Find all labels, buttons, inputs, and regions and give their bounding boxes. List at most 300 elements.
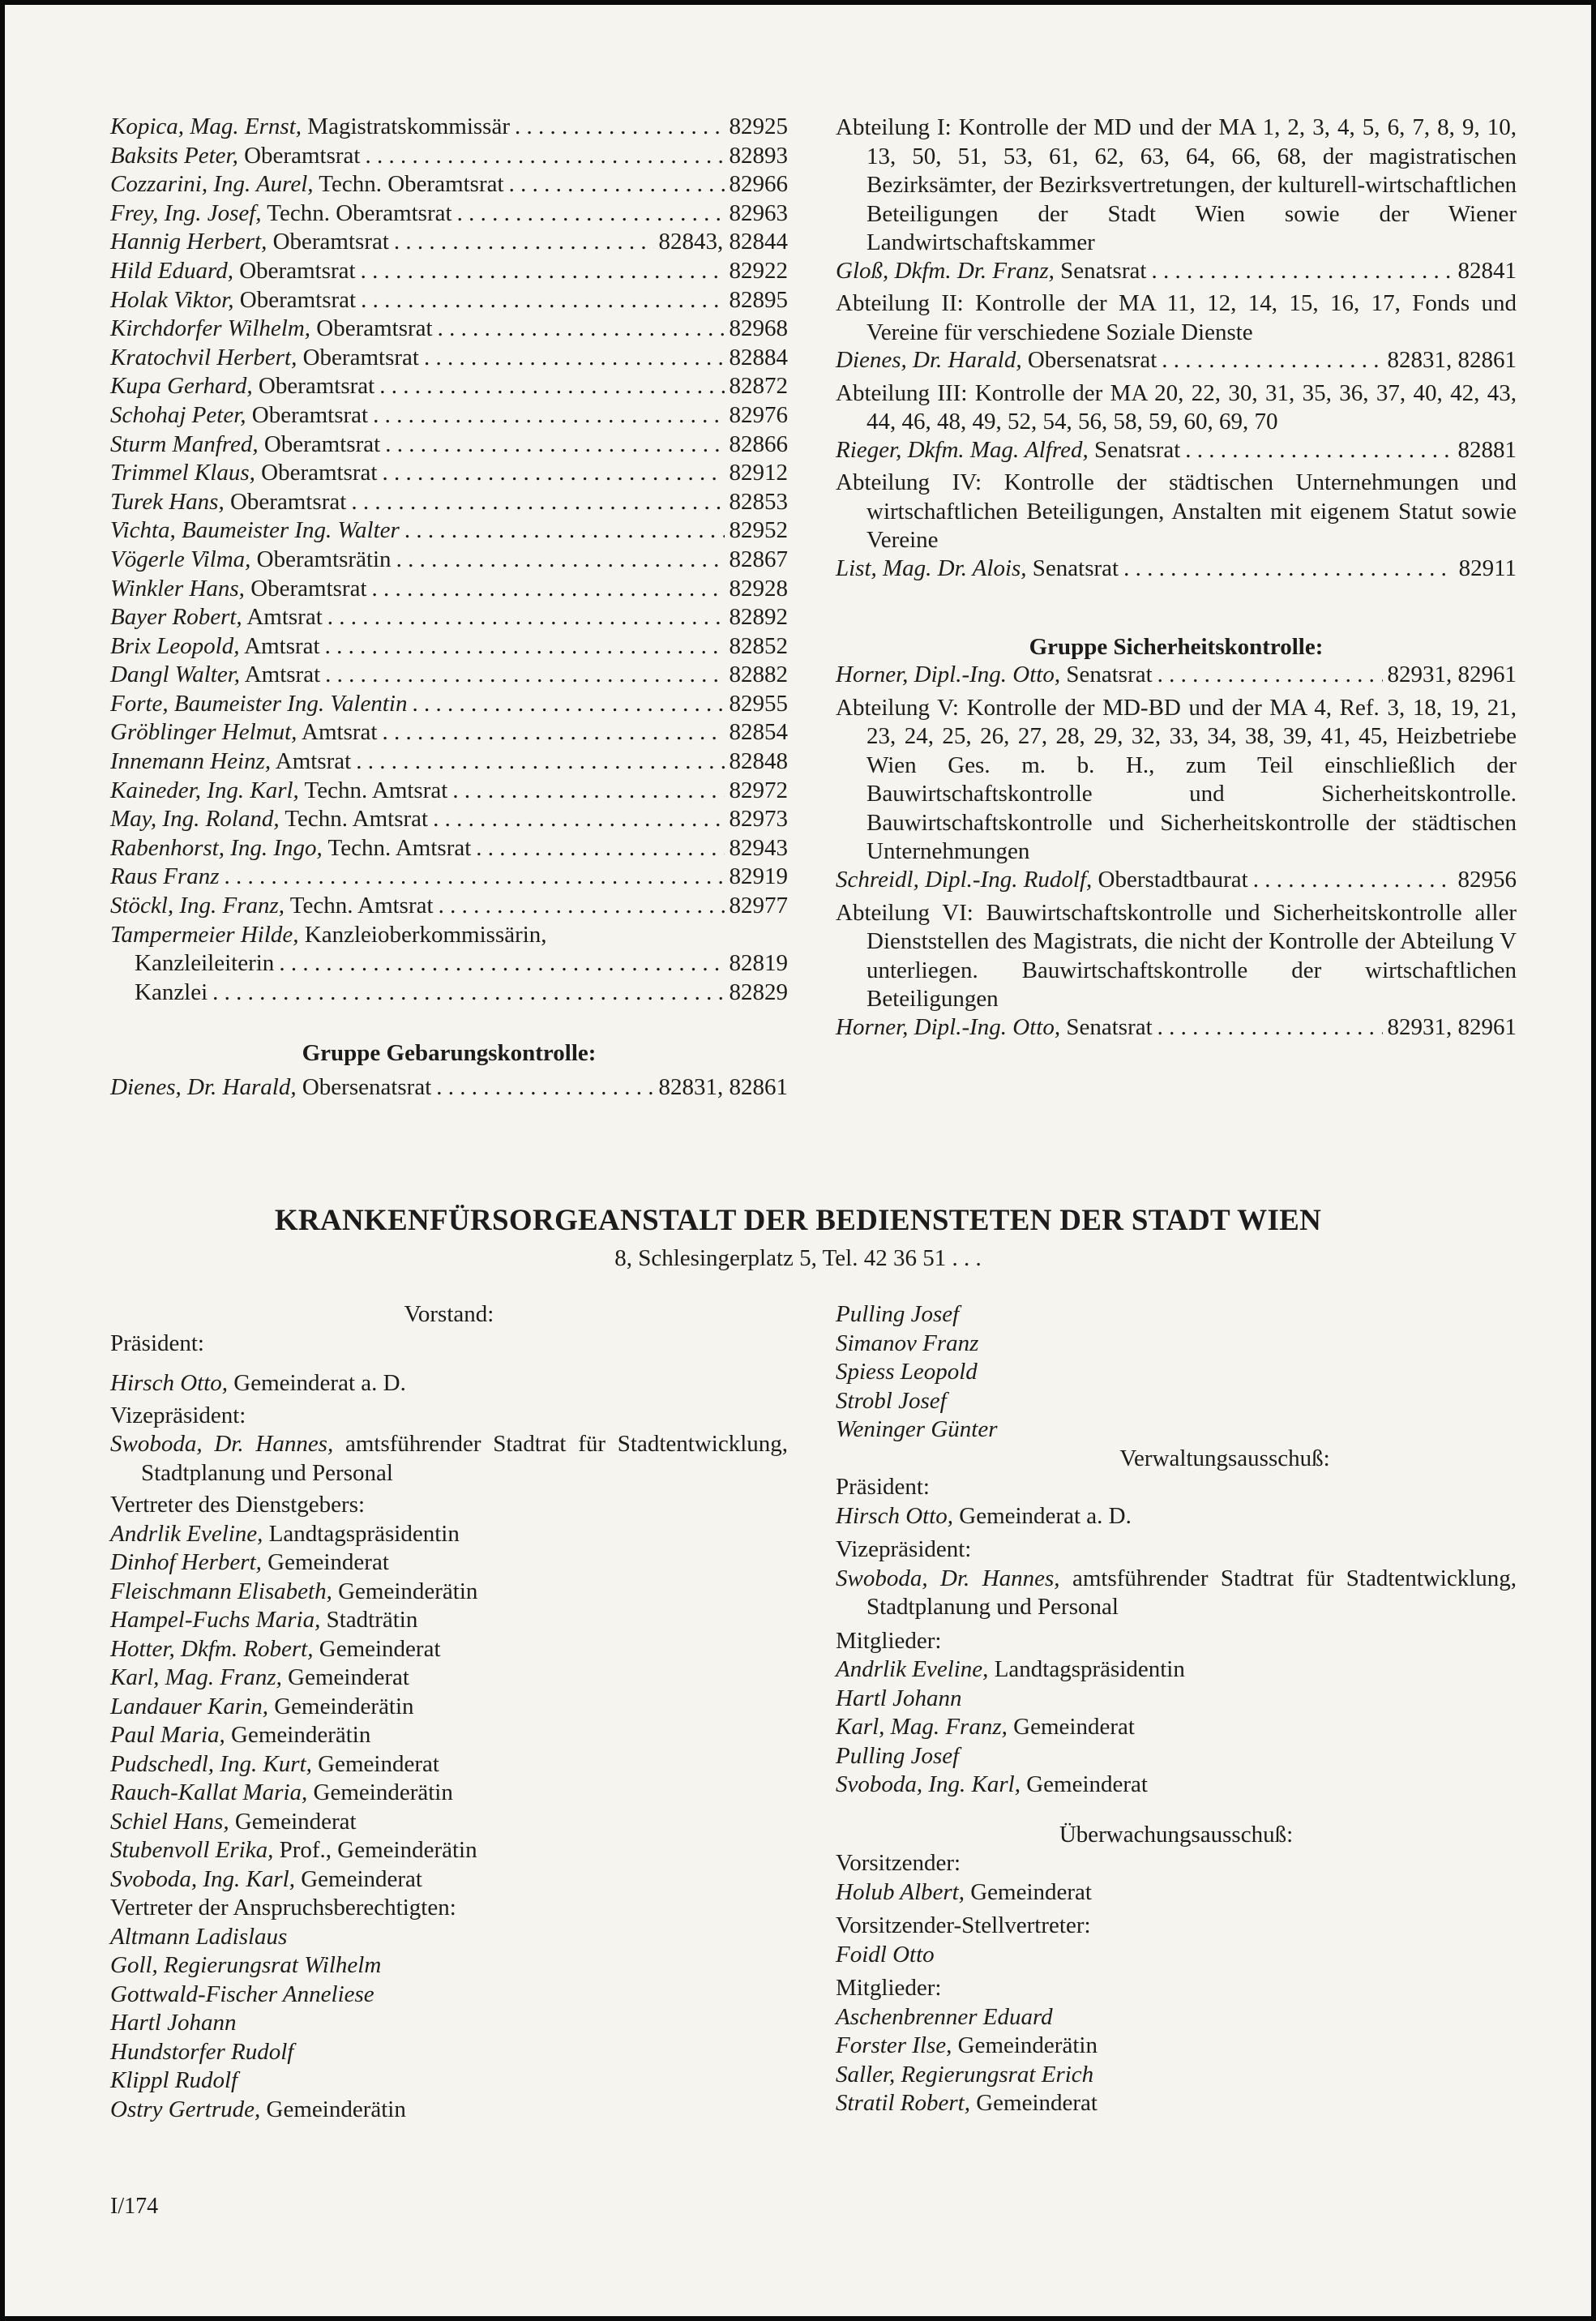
entry-name: Fleischmann Elisabeth, xyxy=(110,1578,332,1604)
kanzlei-row xyxy=(110,979,788,1008)
entry-number: 82952 xyxy=(729,517,788,544)
leader-dots xyxy=(325,662,724,688)
entry-role: Gemeinderat xyxy=(288,1664,409,1690)
entry-name: Strobl Josef xyxy=(836,1387,947,1414)
leader-dots xyxy=(351,489,724,516)
entry-number: 82972 xyxy=(729,777,788,803)
entry-name: Forte, Baumeister Ing. Valentin xyxy=(110,690,408,717)
entry-role: Senatsrat xyxy=(1066,1013,1153,1040)
entry-number: 82829 xyxy=(729,979,788,1005)
verwaltung-heading: Verwaltungsausschuß: xyxy=(1119,1445,1330,1471)
entry-name-group xyxy=(110,113,510,140)
entry-role: Gemeinderat a. D. xyxy=(233,1370,406,1396)
leader-dots xyxy=(476,835,724,862)
vorstand-heading: Vorstand: xyxy=(404,1301,494,1327)
entry-number: 82968 xyxy=(729,315,788,342)
entry-role: Senatsrat xyxy=(1093,436,1181,463)
person-entry xyxy=(110,1548,788,1578)
entry-role: Gemeinderätin xyxy=(274,1693,414,1719)
entry-role: Techn. Oberamtsrat xyxy=(267,199,452,226)
abteilung-text: Abteilung VI: Bauwirtschaftskontrolle und Sicherheitskontrolle aller Dienststellen des Magistrats, die nicht der Kontrolle der Abteilung V unterliegen. Bauwirtschaftskontrolle der wirtschaftlichen Beteiligungen xyxy=(836,899,1517,1013)
entry-number: 82853 xyxy=(729,488,788,515)
entry-number: 82884 xyxy=(729,344,788,370)
entry-name: Swoboda, Dr. Hannes, xyxy=(836,1565,1060,1591)
staff-entry xyxy=(110,691,788,720)
entry-role: Gemeinderätin xyxy=(338,1578,478,1604)
leader-dots xyxy=(438,315,725,342)
entry-number: 82843, 82844 xyxy=(658,229,788,255)
entry-role: Gemeinderat xyxy=(234,1808,357,1835)
entry-name-group xyxy=(110,835,471,862)
person-entry xyxy=(110,1578,788,1607)
entry-role: Techn. Amtsrat xyxy=(289,893,434,919)
ue-mitglieder-list xyxy=(836,2003,1517,2118)
entry-role: Oberamtsrat xyxy=(272,229,389,255)
entry-number: 82912 xyxy=(729,460,788,486)
entry-name-group xyxy=(110,893,434,919)
person-entry xyxy=(836,1771,1517,1800)
leader-dots xyxy=(509,171,725,198)
staff-entry xyxy=(110,777,788,807)
person-entry xyxy=(110,2038,788,2067)
person-entry xyxy=(110,1779,788,1808)
entry-name: Forster Ilse, xyxy=(836,2032,952,2058)
person-entry xyxy=(110,1981,788,2010)
entry-name: Hirsch Otto, xyxy=(110,1370,228,1396)
entry-role: Amtsrat xyxy=(244,632,320,659)
entry-name: Hartl Johann xyxy=(836,1685,962,1711)
entry-name: Karl, Mag. Franz, xyxy=(836,1714,1008,1740)
entry-name: Andrlik Eveline, xyxy=(110,1520,263,1547)
staff-entry xyxy=(110,113,788,143)
vw-praesident-label: Präsident: xyxy=(836,1474,930,1500)
entry-number: 82831, 82861 xyxy=(658,1074,788,1101)
leader-dots xyxy=(356,748,724,775)
entry-name-group xyxy=(110,719,377,746)
entry-name-group xyxy=(110,171,504,198)
entry-number: 82973 xyxy=(729,806,788,833)
entry-number: 82963 xyxy=(729,199,788,226)
entry-role: Senatsrat xyxy=(1060,257,1147,284)
staff-entry xyxy=(110,200,788,229)
person-entry xyxy=(110,2009,788,2038)
entry-number: 82966 xyxy=(729,171,788,198)
leader-dots xyxy=(515,113,725,140)
entry-number: 82943 xyxy=(729,834,788,861)
anspruch-continued-list xyxy=(836,1300,1517,1445)
leader-dots xyxy=(439,893,725,919)
entry-number: 82919 xyxy=(729,863,788,890)
person-entry xyxy=(110,1520,788,1549)
person-entry xyxy=(110,2096,788,2125)
entry-role: Oberamtsrat xyxy=(263,430,381,457)
entry-name: Sturm Manfred, xyxy=(110,430,259,457)
person-entry xyxy=(836,1358,1517,1387)
staff-entry xyxy=(110,143,788,172)
entry-name-group xyxy=(110,229,389,255)
entry-number: 82854 xyxy=(729,719,788,746)
entry-role: Techn. Oberamtsrat xyxy=(319,171,504,198)
entry-role: Kanzleioberkommissärin, xyxy=(304,921,547,948)
entry-role: Prof., Gemeinderätin xyxy=(279,1837,477,1863)
entry-name-group xyxy=(110,287,356,314)
staff-entry xyxy=(110,633,788,662)
leader-dots xyxy=(225,863,725,890)
right-bottom-column xyxy=(836,1300,1517,2118)
entry-role: Amtsrat xyxy=(246,604,323,631)
entry-role: Gemeinderat xyxy=(319,1635,441,1662)
entry-name-group xyxy=(110,546,392,573)
entry-name-group xyxy=(110,460,377,486)
entry-role: Techn. Amtsrat xyxy=(327,834,472,861)
person-entry xyxy=(110,1836,788,1865)
entry-name: Landauer Karin, xyxy=(110,1693,268,1719)
entry-role: Gemeinderat xyxy=(267,1549,389,1575)
entry-role: Oberamtsrätin xyxy=(256,546,392,572)
abteilung-1-head xyxy=(836,258,1517,287)
person-entry xyxy=(110,1635,788,1664)
ue-vors-entry xyxy=(836,1878,1517,1908)
entry-name-group xyxy=(110,402,368,429)
entry-name: Trimmel Klaus, xyxy=(110,460,255,486)
entry-name: Foidl Otto xyxy=(836,1941,935,1968)
entry-name: Kirchdorfer Wilhelm, xyxy=(110,315,311,342)
entry-name: Klippl Rudolf xyxy=(110,2067,238,2093)
entry-name: Swoboda, Dr. Hannes, xyxy=(110,1431,334,1457)
sicherheit-head-entry xyxy=(836,662,1517,691)
person-entry xyxy=(110,1750,788,1779)
entry-role: Techn. Amtsrat xyxy=(304,777,448,803)
entry-role: Stadträtin xyxy=(326,1607,418,1633)
staff-entry xyxy=(110,835,788,864)
entry-role: Amtsrat xyxy=(302,719,378,746)
entry-name: Turek Hans, xyxy=(110,488,225,515)
leader-dots xyxy=(404,517,725,544)
entry-name: Stöckl, Ing. Franz, xyxy=(110,893,285,919)
entry-role: Gemeinderätin xyxy=(231,1722,371,1748)
entry-role: Oberamtsrat xyxy=(239,286,357,313)
left-bottom-column xyxy=(110,1300,788,2124)
entry-role: Gemeinderat xyxy=(301,1865,422,1892)
entry-number: 82819 xyxy=(729,950,788,977)
entry-name-group xyxy=(110,143,360,169)
person-entry xyxy=(836,1713,1517,1742)
entry-role: Landtagspräsidentin xyxy=(268,1520,460,1547)
entry-name: Svoboda, Ing. Karl, xyxy=(110,1865,295,1892)
entry-name-group xyxy=(110,691,407,717)
entry-name: Hannig Herbert, xyxy=(110,229,267,255)
leader-dots xyxy=(361,287,724,314)
kanzleileiterin-row xyxy=(110,950,788,979)
section-title: KRANKENFÜRSORGEANSTALT DER BEDIENSTETEN DER STADT WIEN xyxy=(274,1204,1322,1237)
sicherheit-heading: Gruppe Sicherheitskontrolle: xyxy=(1029,634,1324,661)
entry-name-group xyxy=(110,315,433,342)
leader-dots xyxy=(412,691,724,717)
entry-name: Hundstorfer Rudolf xyxy=(110,2038,294,2065)
person-entry xyxy=(110,1721,788,1750)
leader-dots xyxy=(379,373,724,400)
person-entry xyxy=(110,1606,788,1635)
entry-name-group xyxy=(110,345,419,371)
entry-name: Vögerle Vilma, xyxy=(110,546,251,572)
staff-entry xyxy=(110,460,788,489)
person-entry xyxy=(836,1300,1517,1330)
abteilung-6 xyxy=(836,899,1517,1014)
vize-entry xyxy=(110,1430,788,1488)
entry-number: 82893 xyxy=(729,142,788,169)
entry-name: Rieger, Dkfm. Mag. Alfred, xyxy=(836,436,1089,463)
abteilung-2 xyxy=(836,289,1517,347)
leader-dots xyxy=(365,143,724,169)
entry-number: 82841 xyxy=(1457,257,1517,284)
entry-name-group xyxy=(110,373,374,400)
entry-name-group xyxy=(110,200,452,227)
entry-role: Gemeinderätin xyxy=(313,1779,453,1805)
vw-praesident-entry xyxy=(836,1502,1517,1531)
person-entry xyxy=(836,1415,1517,1445)
entry-name: Gottwald-Fischer Anneliese xyxy=(110,1981,374,2007)
entry-role: Obersenatsrat xyxy=(1027,347,1157,374)
entry-name-group xyxy=(110,517,400,544)
entry-name: Kaineder, Ing. Karl, xyxy=(110,777,299,803)
staff-entry xyxy=(110,287,788,316)
person-entry xyxy=(836,2003,1517,2032)
leader-dots xyxy=(457,200,725,227)
entry-name-group xyxy=(110,633,320,660)
entry-name: Rabenhorst, Ing. Ingo, xyxy=(110,834,323,861)
entry-name: Svoboda, Ing. Karl, xyxy=(836,1771,1020,1797)
entry-name-group xyxy=(110,748,351,775)
entry-name-group xyxy=(110,489,346,516)
entry-role: Gemeinderätin xyxy=(266,2096,406,2122)
person-entry xyxy=(110,1951,788,1981)
entry-number: 82895 xyxy=(729,286,788,313)
entry-role: Gemeinderat xyxy=(970,1878,1092,1905)
leader-dots xyxy=(327,604,725,631)
entry-name-group xyxy=(110,576,367,602)
entry-role: Oberamtsrat xyxy=(261,460,378,486)
entry-number: 82881 xyxy=(1457,436,1517,463)
entry-role: Gemeinderat xyxy=(318,1750,439,1777)
abteilung-3-head xyxy=(836,437,1517,466)
entry-role: Oberamtsrat xyxy=(239,257,356,284)
entry-number: 82922 xyxy=(729,257,788,284)
entry-name: Baksits Peter, xyxy=(110,142,238,169)
entry-name-group xyxy=(110,604,323,631)
person-entry xyxy=(110,1865,788,1895)
person-entry xyxy=(110,1808,788,1837)
staff-entry xyxy=(110,719,788,748)
abteilung-5 xyxy=(836,694,1517,867)
dienstgeber-list xyxy=(110,1520,788,1895)
entry-name: Frey, Ing. Josef, xyxy=(110,199,262,226)
entry-number: 82852 xyxy=(729,632,788,659)
entry-name: Hartl Johann xyxy=(110,2010,237,2036)
leader-dots xyxy=(373,402,724,429)
leader-dots xyxy=(385,431,724,458)
staff-entry xyxy=(110,345,788,374)
entry-name: Horner, Dipl.-Ing. Otto, xyxy=(836,662,1061,688)
abteilung-text: Abteilung III: Kontrolle der MA 20, 22, 30, 31, 35, 36, 37, 40, 42, 43, 44, 46, 48, 49, 52, 54, 56, 58, 59, 60, 69, 70 xyxy=(836,379,1517,435)
entry-name: Dienes, Dr. Harald, xyxy=(836,347,1022,374)
abteilung-3 xyxy=(836,379,1517,437)
abteilung-1 xyxy=(836,113,1517,258)
entry-number: 82931, 82961 xyxy=(1387,662,1517,688)
gebarung-heading: Gruppe Gebarungskontrolle: xyxy=(302,1040,597,1067)
staff-entry xyxy=(110,604,788,633)
entry-name: Hirsch Otto, xyxy=(836,1502,953,1529)
entry-number: 82848 xyxy=(729,748,788,775)
person-entry xyxy=(836,1330,1517,1359)
praesident-entry xyxy=(110,1369,788,1398)
person-entry xyxy=(836,1655,1517,1685)
staff-entry xyxy=(110,315,788,345)
staff-entry xyxy=(110,489,788,518)
entry-role: amtsführender Stadtrat für Stadtentwicklung, Stadtplanung und Personal xyxy=(866,1565,1517,1620)
entry-name: Paul Maria, xyxy=(110,1722,225,1748)
entry-label: Kanzleileiterin xyxy=(135,950,275,977)
entry-name: Hotter, Dkfm. Robert, xyxy=(110,1635,314,1662)
leader-dots xyxy=(394,229,654,255)
entry-name: Holak Viktor, xyxy=(110,286,234,313)
leader-dots xyxy=(382,460,724,486)
entry-role: Oberamtsrat xyxy=(258,373,375,400)
person-entry xyxy=(836,2061,1517,2090)
entry-name: Holub Albert, xyxy=(836,1878,965,1905)
entry-name: Rauch-Kallat Maria, xyxy=(110,1779,308,1805)
entry-name: Andrlik Eveline, xyxy=(836,1656,989,1682)
abteilung-text: Abteilung IV: Kontrolle der städtischen Unternehmungen und wirtschaftlichen Beteiligungen, Anstalten mit eigenem Statut sowie Vereine xyxy=(836,469,1517,554)
entry-role: Magistratskommissär xyxy=(307,113,510,139)
entry-number: 82955 xyxy=(729,690,788,717)
staff-entry xyxy=(110,258,788,287)
person-entry xyxy=(110,1923,788,1952)
staff-entry xyxy=(110,863,788,893)
entry-name-group xyxy=(110,806,428,833)
abteilung-4 xyxy=(836,469,1517,555)
entry-name: Simanov Franz xyxy=(836,1330,979,1356)
abteilung-5-head xyxy=(836,867,1517,896)
entry-number: 82928 xyxy=(729,575,788,602)
entry-name: Pulling Josef xyxy=(836,1301,960,1327)
staff-entry xyxy=(110,748,788,777)
entry-number: 82892 xyxy=(729,604,788,631)
entry-name: Ostry Gertrude, xyxy=(110,2096,261,2122)
person-entry xyxy=(836,1685,1517,1714)
entry-number: 82866 xyxy=(729,430,788,457)
entry-role: Oberamtsrat xyxy=(229,488,347,515)
praesident-label: Präsident: xyxy=(110,1330,204,1356)
abteilung-4-head xyxy=(836,555,1517,585)
entry-name: Kupa Gerhard, xyxy=(110,373,253,400)
entry-name: Saller, Regierungsrat Erich xyxy=(836,2061,1094,2088)
staff-list xyxy=(110,113,788,922)
entry-role: Senatsrat xyxy=(1066,662,1153,688)
right-top-column xyxy=(836,113,1517,1043)
person-entry xyxy=(110,1664,788,1693)
entry-name: Stubenvoll Erika, xyxy=(110,1837,274,1863)
entry-role: Oberstadtbaurat xyxy=(1098,866,1248,893)
entry-number: 82976 xyxy=(729,401,788,428)
entry-name: Brix Leopold, xyxy=(110,632,240,659)
entry-name: Schohaj Peter, xyxy=(110,401,246,428)
staff-entry xyxy=(110,402,788,431)
leader-dots xyxy=(382,719,724,746)
entry-role: Landtagspräsidentin xyxy=(994,1656,1185,1682)
gebarung-entry xyxy=(110,1074,788,1103)
anspruch-list xyxy=(110,1923,788,2125)
ue-vors-label: Vorsitzender: xyxy=(836,1850,961,1876)
entry-number: 82977 xyxy=(729,893,788,919)
entry-name-group xyxy=(110,431,380,458)
entry-role: Obersenatsrat xyxy=(302,1074,432,1101)
entry-role: Oberamtsrat xyxy=(316,315,433,342)
abteilung-text: Abteilung I: Kontrolle der MD und der MA 1, 2, 3, 4, 5, 6, 7, 8, 9, 10, 13, 50, 51, 53, 61, 62, 63, 64, 66, 68, der magistratischen Bezirksämter, der Bezirksvertretungen, der kulturell-wirtschaftlichen Beteiligungen der Stadt Wien sowie der Wiener Landwirtschaftskammer xyxy=(836,114,1517,255)
entry-role: Oberamtsrat xyxy=(244,142,361,169)
entry-role: Oberamtsrat xyxy=(251,401,369,428)
staff-entry xyxy=(110,893,788,922)
staff-entry xyxy=(110,517,788,546)
entry-number: 82931, 82961 xyxy=(1387,1013,1517,1040)
entry-name: Hampel-Fuchs Maria, xyxy=(110,1607,321,1633)
leader-dots xyxy=(325,633,725,660)
entry-name: Gloß, Dkfm. Dr. Franz, xyxy=(836,257,1055,284)
entry-name: Hild Eduard, xyxy=(110,257,233,284)
entry-name: Spiess Leopold xyxy=(836,1359,978,1385)
entry-name: Pulling Josef xyxy=(836,1742,960,1769)
entry-name: Weninger Günter xyxy=(836,1416,998,1442)
person-entry xyxy=(836,1387,1517,1416)
entry-name: Dangl Walter, xyxy=(110,662,241,688)
entry-name: Innemann Heinz, xyxy=(110,748,272,775)
entry-role: Senatsrat xyxy=(1032,555,1119,581)
entry-role: Gemeinderat xyxy=(976,2090,1098,2116)
anspruch-label: Vertreter der Anspruchsberechtigten: xyxy=(110,1895,456,1921)
entry-role: Techn. Amtsrat xyxy=(285,806,429,833)
entry-name: Stratil Robert, xyxy=(836,2090,970,2116)
ueberwachung-heading: Überwachungsausschuß: xyxy=(1059,1821,1294,1848)
entry-name: Dinhof Herbert, xyxy=(110,1549,262,1575)
entry-name-group xyxy=(110,258,356,285)
entry-name: Cozzarini, Ing. Aurel, xyxy=(110,171,314,198)
entry-role: amtsführender Stadtrat für Stadtentwicklung, Stadtplanung und Personal xyxy=(141,1431,788,1486)
leader-dots xyxy=(424,345,725,371)
entry-role: Amtsrat xyxy=(244,662,321,688)
vw-vize-entry xyxy=(836,1565,1517,1622)
person-entry xyxy=(110,1693,788,1722)
entry-role: Oberamtsrat xyxy=(302,344,419,370)
entry-name: Dienes, Dr. Harald, xyxy=(110,1074,297,1101)
staff-entry xyxy=(110,576,788,605)
entry-number: 82831, 82861 xyxy=(1387,347,1517,374)
staff-entry xyxy=(110,431,788,460)
person-entry xyxy=(836,1742,1517,1771)
entry-name: Altmann Ladislaus xyxy=(110,1923,288,1950)
vw-vize-label: Vizepräsident: xyxy=(836,1536,972,1562)
person-entry xyxy=(836,2089,1517,2118)
entry-name-group xyxy=(110,777,447,804)
entry-role: Gemeinderat a. D. xyxy=(959,1502,1132,1529)
vize-label: Vizepräsident: xyxy=(110,1402,246,1428)
entry-label: Kanzlei xyxy=(135,979,208,1005)
leader-dots xyxy=(433,806,724,833)
leader-dots xyxy=(361,258,725,285)
entry-name: Schreidl, Dipl.-Ing. Rudolf, xyxy=(836,866,1093,893)
staff-entry xyxy=(110,373,788,402)
entry-role: Oberamtsrat xyxy=(250,575,367,602)
entry-number: 82911 xyxy=(1458,555,1517,581)
leader-dots xyxy=(396,546,725,573)
